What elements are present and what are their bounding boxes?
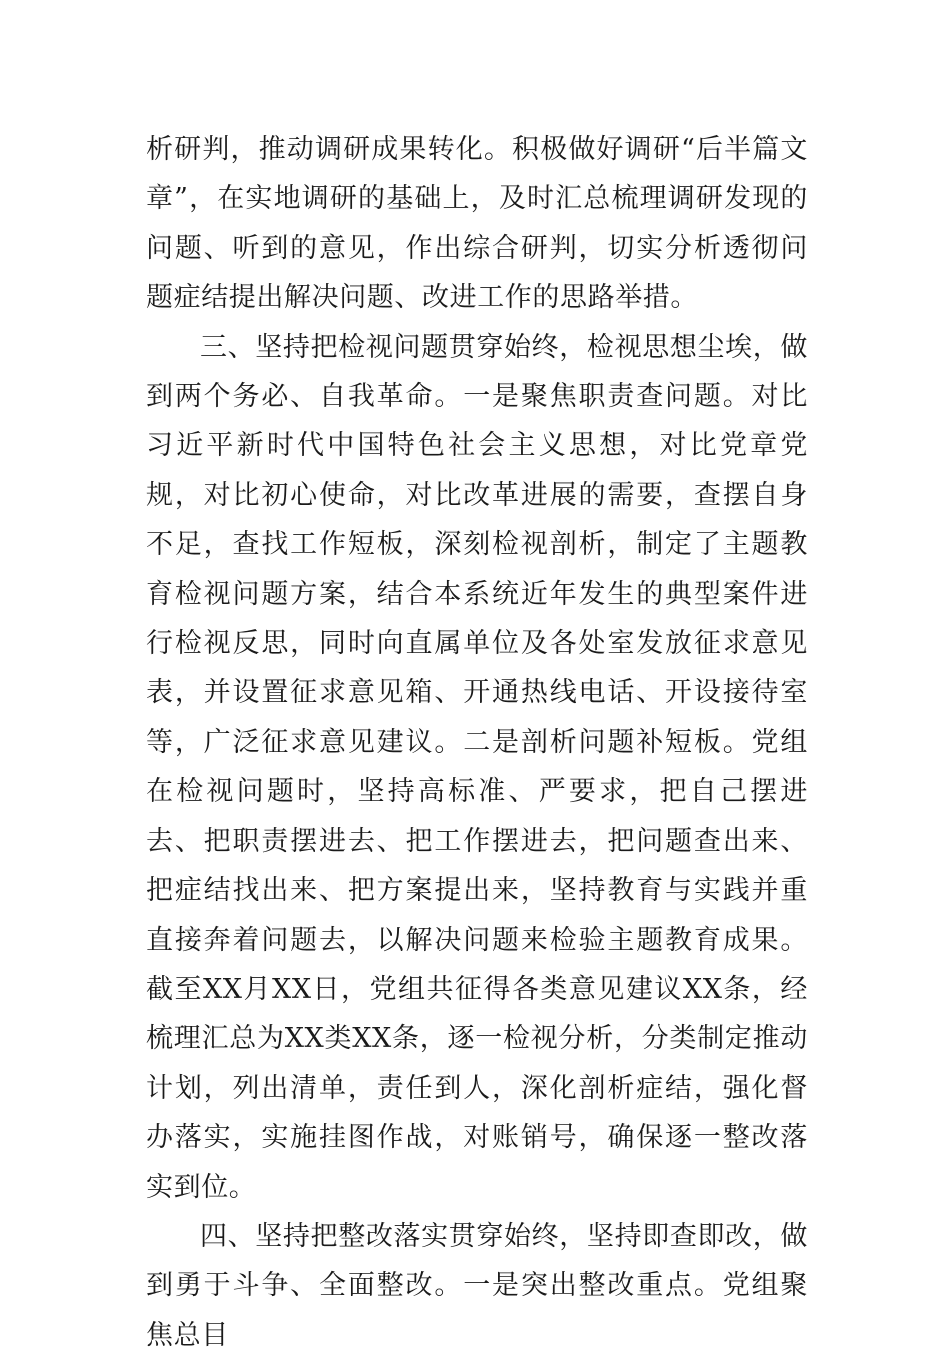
paragraph-section-four: 四、坚持把整改落实贯穿始终，坚持即查即改，做到勇于斗争、全面整改。一是突出整改重点。党组聚焦总目 xyxy=(146,1220,808,1351)
paragraph-section-three: 三、坚持把检视问题贯穿始终，检视思想尘埃，做到两个务必、自我革命。一是聚焦职责查问题。对比习近平新时代中国特色社会主义思想，对比党章党规，对比初心使命，对比改革进展的需要，查摆自身不足，查找工作短板，深刻检视剖析，制定了主题教育检视问题方案，结合本系统近年发生的典型案件进行检视反思，同时向直属单位及各处室发放征求意见表，并设置征求意见箱、开通热线电话、开设接待室等，广泛征求意见建议。二是剖析问题补短板。党组在检视问题时，坚持高标准、严要求，把自己摆进去、把职责摆进去、把工作摆进去，把问题查出来、把症结找出来、把方案提出来，坚持教育与实践并重直接奔着问题去，以解决问题来检验主题教育成果。截至XX月XX日，党组共征得各类意见建议XX条，经梳理汇总为XX类XX条，逐一检视分析，分类制定推动计划，列出清单，责任到人，深化剖析症结，强化督办落实，实施挂图作战，对账销号，确保逐一整改落实到位。 xyxy=(146,331,808,1203)
document-body xyxy=(146,125,808,1360)
paragraph-continuation: 析研判，推动调研成果转化。积极做好调研“后半篇文章”，在实地调研的基础上，及时汇总梳理调研发现的问题、听到的意见，作出综合研判，切实分析透彻问题症结提出解决问题、改进工作的思路举措。 xyxy=(146,134,808,314)
